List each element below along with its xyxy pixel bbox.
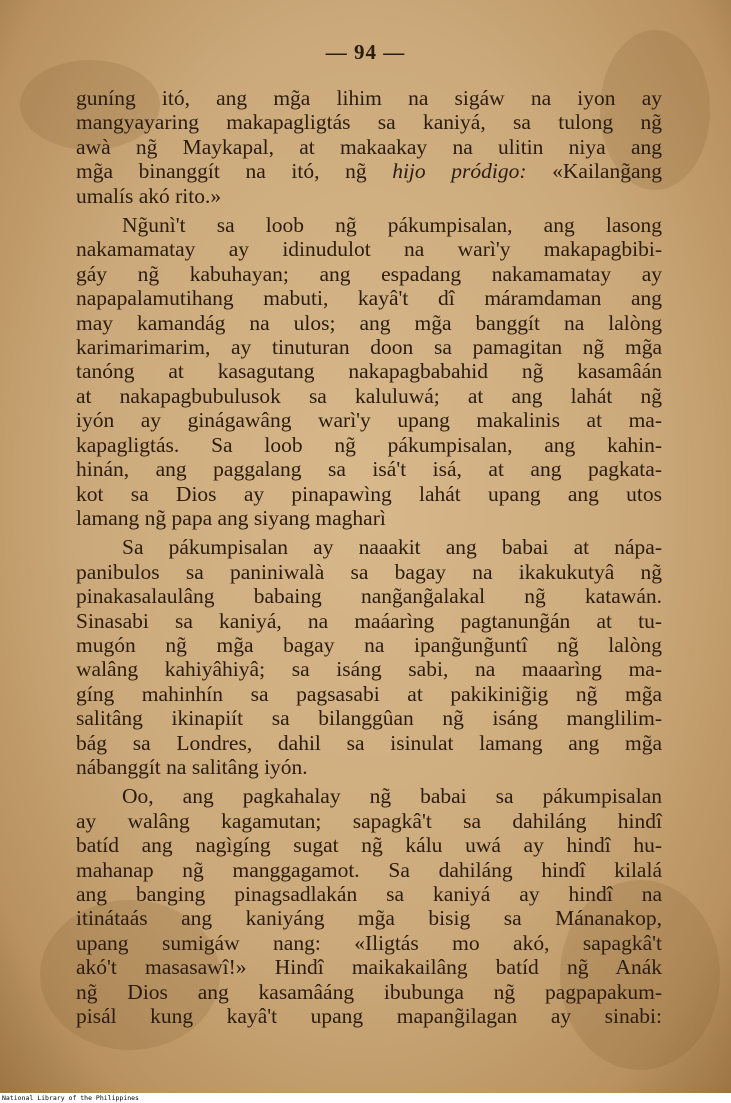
page-number: — 94 — xyxy=(325,40,406,64)
text-line: nakamamatay ay idinudulot na warì'y makapagbibi- xyxy=(76,237,662,262)
text-line: awà ng̃ Maykapal, at makaakay na ulitin niya ang xyxy=(76,134,662,159)
text-line: iyón ay ginágawâng warì'y upang makalinis at ma- xyxy=(76,408,662,433)
text-line: guníng itó, ang mg̃a lihim na sigáw na iyon ay xyxy=(76,86,662,110)
paragraph xyxy=(76,86,662,208)
paragraph xyxy=(76,213,662,530)
text-line: ng̃ Dios ang kasamâáng ibubunga ng̃ pagpapakum- xyxy=(76,979,662,1004)
text-line: akó't masasawî!» Hindî maikakailâng batíd ng̃ Anák xyxy=(76,955,662,980)
text-line: may kamandág na ulos; ang mg̃a banggít na lalòng xyxy=(76,310,662,335)
text-line: napapalamutihang mabuti, kayâ't dî máramdaman ang xyxy=(76,286,662,311)
text-line: umalís akó rito.» xyxy=(76,183,222,208)
text-line: bág sa Londres, dahil sa isinulat lamang ang mg̃a xyxy=(76,730,662,755)
italic-phrase: hijo pródigo: xyxy=(392,159,527,184)
paragraph xyxy=(76,784,662,1028)
text-line: mugón ng̃ mg̃a bagay na ipang̃ung̃untî ng̃ lalòng xyxy=(76,632,662,657)
text-line: mahanap ng̃ manggagamot. Sa dahiláng hindî kilalá xyxy=(76,857,662,882)
text-line: Sinasabi sa kaniyá, na maáarìng pagtanung̃án at tu- xyxy=(76,608,662,633)
text-line: Sa pákumpisalan ay naaakit ang babai at nápa- xyxy=(122,535,662,560)
text-line: kot sa Dios ay pinapawìng lahát upang ang utos xyxy=(76,481,662,506)
text-line: ay walâng kagamutan; sapagkâ't sa dahiláng hindî xyxy=(76,808,662,833)
text-line: gáy ng̃ kabuhayan; ang espadang nakamamatay ay xyxy=(76,261,662,286)
text-line: nábanggít na salitâng iyón. xyxy=(76,754,308,779)
text-line: panibulos sa paniniwalà sa bagay na ikakukutyâ ng̃ xyxy=(76,559,662,584)
text-line: gíng mahinhín sa pagsasabi at pakikinig̃ig ng̃ mg̃a xyxy=(76,681,662,706)
text-line: at nakapagbubulusok sa kaluluwá; at ang lahát ng̃ xyxy=(76,383,662,408)
text-line: lamang ng̃ papa ang siyang magharì xyxy=(76,505,386,530)
text-line: walâng kahiyâhiyâ; sa isáng sabi, na maaarìng ma- xyxy=(76,657,662,682)
text-line: pinakasalaulâng babaing nang̃ang̃alakal ng̃ katawán. xyxy=(76,584,662,609)
text-line: kapagligtás. Sa loob ng̃ pákumpisalan, ang kahin- xyxy=(76,432,662,457)
text-segment: «Kailang̃ang xyxy=(526,159,663,184)
text-line: hinán, ang paggalang sa isá't isá, at ang pagkata- xyxy=(76,457,662,482)
text-line: upang sumigáw nang: «Iligtás mo akó, sapagkâ't xyxy=(76,930,662,955)
text-line: mangyayaring makapagligtás sa kaniyá, sa tulong ng̃ xyxy=(76,110,662,135)
page-body xyxy=(76,86,662,1028)
text-line: tanóng at kasagutang nakapagbabahid ng̃ kasamâán xyxy=(76,359,662,384)
text-line: karimarimarim, ay tinuturan doon sa pamagitan ng̃ mg̃a xyxy=(76,335,662,360)
text-line xyxy=(76,159,662,183)
text-line: ang banging pinagsadlakán sa kaniyá ay hindî na xyxy=(76,882,662,906)
paragraph xyxy=(76,535,662,779)
library-credit: National Library of the Philippines xyxy=(2,1094,139,1102)
text-line: salitâng ikinapiít sa bilanggûan ng̃ isáng manglilim- xyxy=(76,706,662,731)
text-line: batíd ang nagìgíng sugat ng̃ kálu uwá ay hindî hu- xyxy=(76,833,662,858)
text-line: itinátaás ang kaniyáng mg̃a bisig sa Mánanakop, xyxy=(76,906,662,931)
text-line: Oo, ang pagkahalay ng̃ babai sa pákumpisalan xyxy=(122,784,662,809)
text-line: Ng̃unì't sa loob ng̃ pákumpisalan, ang lasong xyxy=(122,213,662,238)
text-line: pisál kung kayâ't upang mapang̃ilagan ay sinabi: xyxy=(76,1004,662,1029)
text-segment: mg̃a binanggít na itó, ng̃ xyxy=(76,159,393,184)
